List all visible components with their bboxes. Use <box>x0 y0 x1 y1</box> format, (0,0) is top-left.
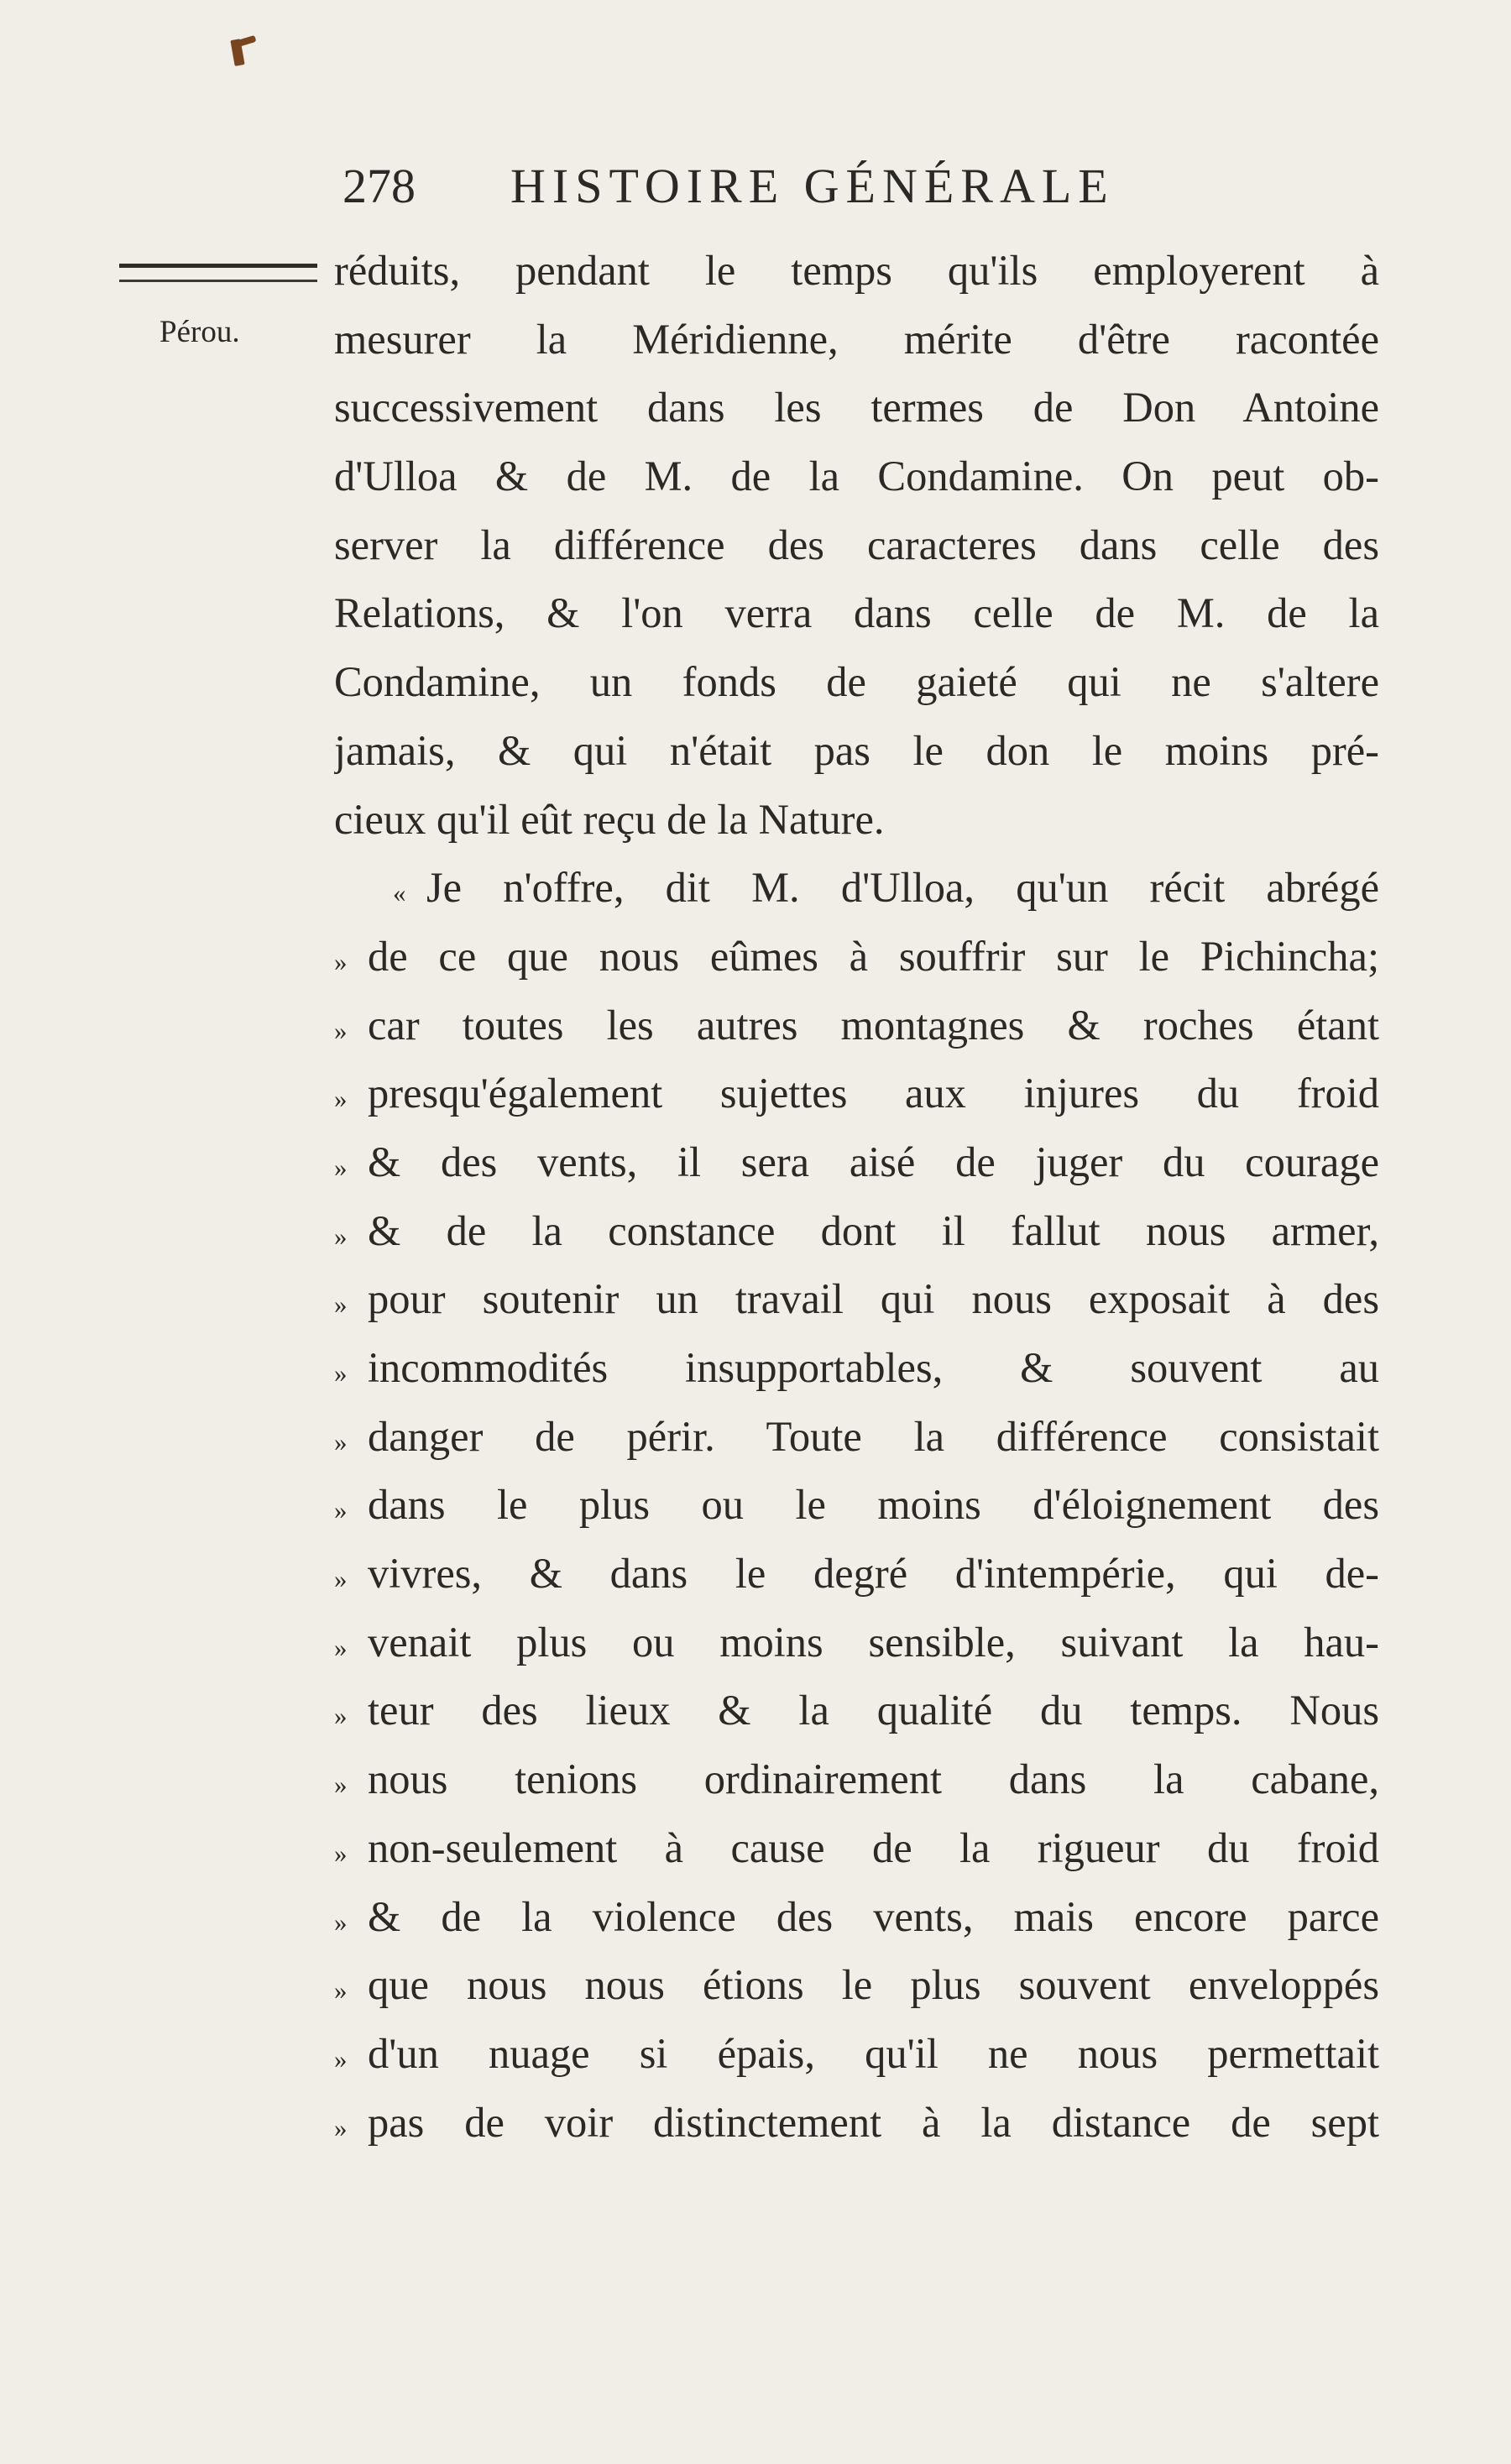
text-line: cieux qu'il eût reçu de la Nature. <box>334 795 885 843</box>
text-line: Condamine, un fonds de gaieté qui ne s'altere <box>334 658 1379 706</box>
continuation-quote-mark: » <box>334 2112 348 2142</box>
main-text <box>334 237 1379 2157</box>
quotation-line-row <box>334 1677 1379 1745</box>
continuation-quote-mark: » <box>334 1975 348 2006</box>
quotation-line-row <box>334 1540 1379 1609</box>
quotation-line: & de la violence des vents, mais encore parce <box>368 1892 1379 1940</box>
quotation-line-row <box>334 1059 1379 1128</box>
quotation-line: & de la constance dont il fallut nous armer, <box>368 1206 1379 1254</box>
quotation-line: pas de voir distinctement à la distance de sept <box>368 2098 1379 2146</box>
quotation-line: incommodités insupportables, & souvent au <box>368 1344 1379 1391</box>
continuation-quote-mark: » <box>334 1015 348 1045</box>
quotation-line-row <box>334 1334 1379 1403</box>
quotation-line: dans le plus ou le moins d'éloignement des <box>368 1481 1379 1529</box>
continuation-quote-mark: » <box>334 1084 348 1114</box>
quotation-line: venait plus ou moins sensible, suivant la hau- <box>368 1618 1379 1666</box>
quotation-line-row <box>334 1197 1379 1266</box>
continuation-quote-mark: » <box>334 1495 348 1525</box>
quotation-opening-line <box>334 854 1379 923</box>
margin-rule <box>119 264 317 282</box>
text-line: jamais, & qui n'était pas le don le moins pré- <box>334 726 1379 774</box>
quotation-line: danger de périr. Toute la différence consistait <box>368 1412 1379 1460</box>
quotation-line: vivres, & dans le degré d'intempérie, qui de- <box>368 1550 1379 1598</box>
quotation-line: non-seulement à cause de la rigueur du froid <box>368 1823 1379 1871</box>
continuation-quote-mark: » <box>334 1838 348 1868</box>
page-number: 278 <box>342 159 416 213</box>
quotation-line: & des vents, il sera aisé de juger du courage <box>368 1138 1379 1185</box>
margin-label: Pérou. <box>159 315 240 349</box>
ink-mark <box>230 39 244 66</box>
quotation-line: d'un nuage si épais, qu'il ne nous permettait <box>368 2029 1379 2077</box>
text-line: Relations, & l'on verra dans celle de M. de la <box>334 589 1379 637</box>
quotation-line: teur des lieux & la qualité du temps. Nous <box>368 1687 1379 1734</box>
quotation-line-row <box>334 1745 1379 1814</box>
quotation-line: car toutes les autres montagnes & roches étant <box>368 1001 1379 1049</box>
quotation-line: pour soutenir un travail qui nous exposait à des <box>368 1275 1379 1323</box>
quotation-line-row <box>334 2089 1379 2158</box>
page-header <box>342 153 1375 220</box>
quotation-line-row <box>334 1951 1379 2020</box>
continuation-quote-mark: » <box>334 1221 348 1251</box>
quotation-line: de ce que nous eûmes à souffrir sur le Pichincha; <box>368 932 1379 980</box>
quotation-line: Je n'offre, dit M. d'Ulloa, qu'un récit abrégé <box>426 864 1379 912</box>
quotation-line-row <box>334 991 1379 1060</box>
text-line: successivement dans les termes de Don Antoine <box>334 384 1379 432</box>
running-title: HISTOIRE GÉNÉRALE <box>510 159 1115 213</box>
quotation-line-row <box>334 1471 1379 1540</box>
quotation-line: presqu'également sujettes aux injures du froid <box>368 1070 1379 1117</box>
continuation-quote-mark: » <box>334 1358 348 1388</box>
quotation-line: nous tenions ordinairement dans la cabane, <box>368 1755 1379 1803</box>
quotation-line: que nous nous étions le plus souvent enveloppés <box>368 1961 1379 2009</box>
continuation-quote-mark: » <box>334 1290 348 1320</box>
opening-quote-mark: « <box>393 878 406 908</box>
quotation-line-row <box>334 1128 1379 1197</box>
quotation-line-row <box>334 1265 1379 1334</box>
continuation-quote-mark: » <box>334 1770 348 1800</box>
continuation-quote-mark: » <box>334 1701 348 1731</box>
quotation-line-row <box>334 1883 1379 1952</box>
continuation-quote-mark: » <box>334 1632 348 1662</box>
continuation-quote-mark: » <box>334 946 348 976</box>
text-line: mesurer la Méridienne, mérite d'être racontée <box>334 315 1379 363</box>
quotation-line-row <box>334 1609 1379 1677</box>
continuation-quote-mark: » <box>334 1564 348 1594</box>
quotation-line-row <box>334 2020 1379 2089</box>
text-line: server la différence des caracteres dans celle des <box>334 521 1379 568</box>
continuation-quote-mark: » <box>334 1152 348 1182</box>
text-line: d'Ulloa & de M. de la Condamine. On peut ob- <box>334 453 1379 500</box>
continuation-quote-mark: » <box>334 1907 348 1937</box>
quotation-line-row <box>334 1403 1379 1472</box>
text-line: réduits, pendant le temps qu'ils employerent à <box>334 247 1379 294</box>
continuation-quote-mark: » <box>334 2043 348 2074</box>
quotation-line-row <box>334 1814 1379 1883</box>
continuation-quote-mark: » <box>334 1426 348 1457</box>
quotation-line-row <box>334 923 1379 991</box>
